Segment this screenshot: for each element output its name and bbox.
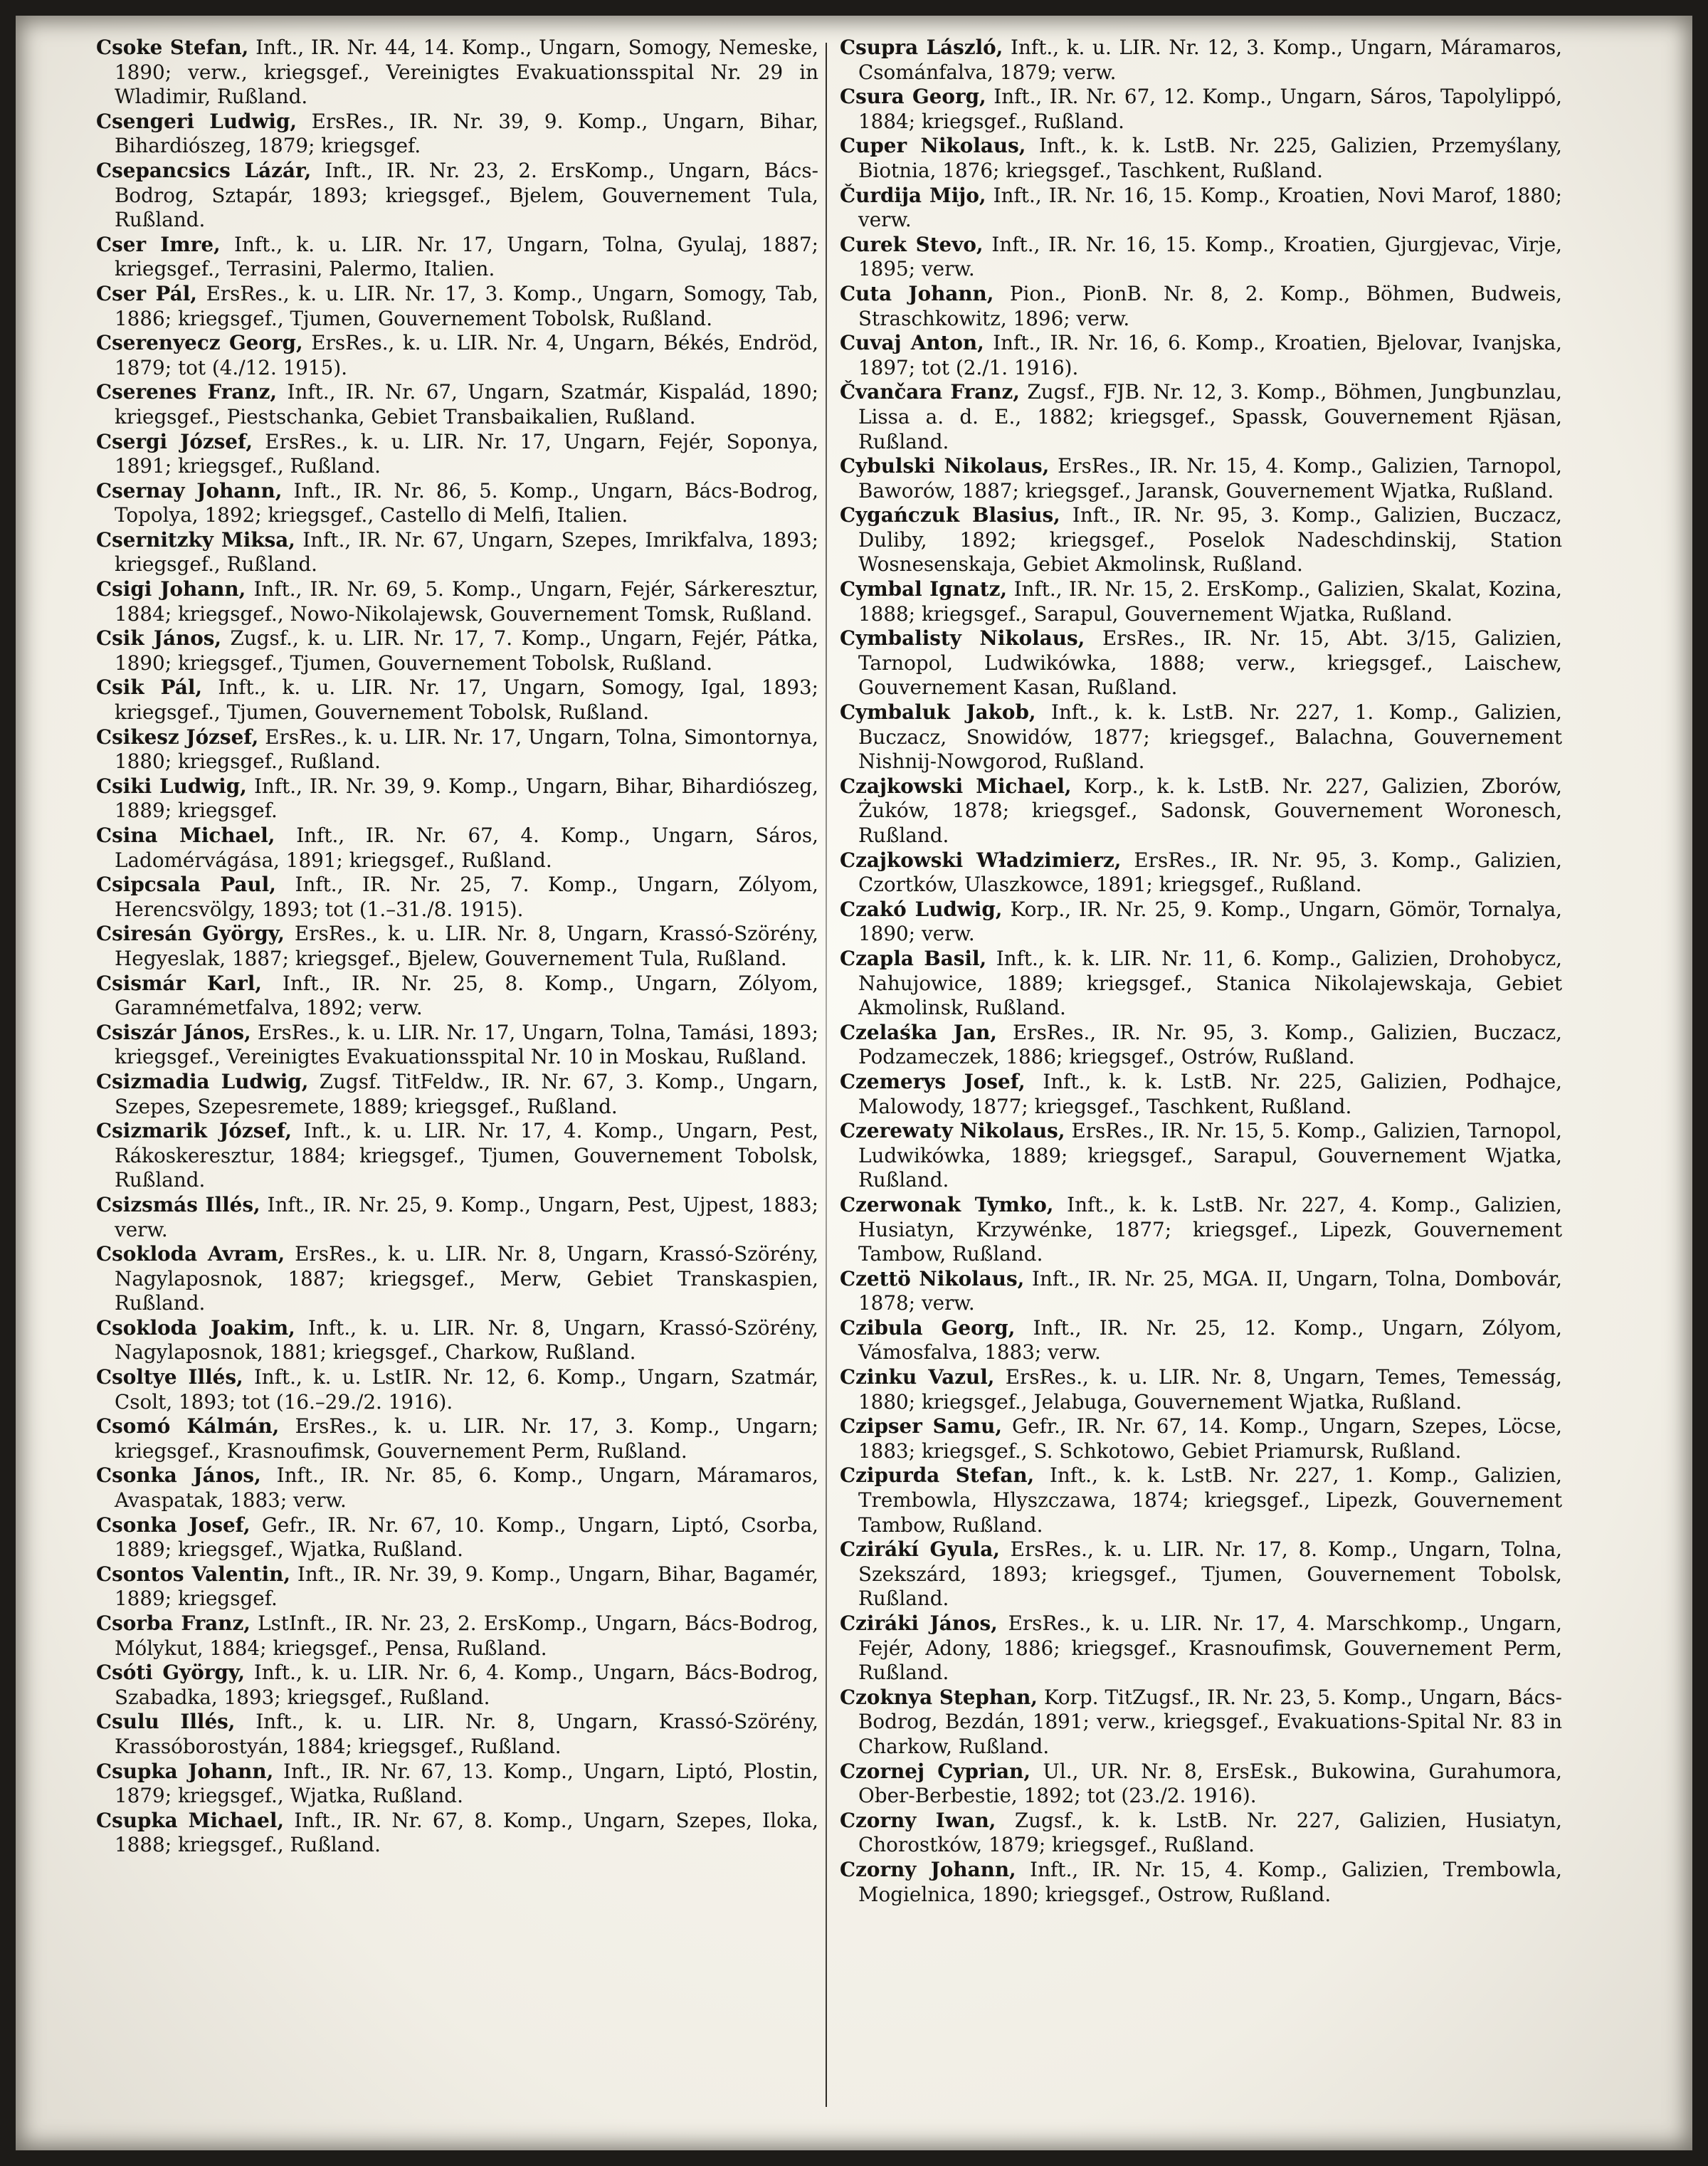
entry-name: Cser Pál, (96, 281, 197, 305)
register-entry (96, 675, 818, 725)
entry-details: Inft., k. u. LIR. Nr. 6, 4. Komp., Ungarn, Bács-Bodrog, Szabadka, 1893; kriegsgef., Rußland. (115, 1661, 818, 1709)
register-entry (96, 1661, 818, 1710)
entry-details: ErsRes., k. u. LIR. Nr. 17, 3. Komp., Ungarn; kriegsgef., Krasnoufimsk, Gouvernement Perm, Rußland. (115, 1414, 818, 1463)
register-entry (840, 380, 1562, 454)
register-entry (96, 1612, 818, 1661)
entry-name: Csepancsics Lázár, (96, 158, 312, 182)
register-entry (840, 454, 1562, 503)
entry-name: Czoknya Stephan, (840, 1685, 1038, 1709)
entry-details: Inft., k. k. LstB. Nr. 225, Galizien, Przemyślany, Biotnia, 1876; kriegsgef., Taschkent, Rußland. (858, 134, 1562, 182)
entry-details: Inft., IR. Nr. 15, 2. ErsKomp., Galizien, Skalat, Kozina, 1888; kriegsgef., Sarapul, Gouvernement Wjatka, Rußland. (858, 577, 1563, 626)
entry-name: Czapla Basil, (840, 946, 987, 970)
register-entry (96, 1760, 818, 1809)
right-column (840, 36, 1562, 1907)
register-entry (840, 1612, 1562, 1686)
entry-name: Csonka Josef, (96, 1513, 251, 1537)
entry-name: Csóti György, (96, 1661, 246, 1685)
register-entry (96, 1021, 818, 1070)
register-entry (840, 36, 1562, 85)
register-entry (96, 282, 818, 331)
register-entry (840, 1267, 1562, 1316)
entry-name: Cymbaluk Jakob, (840, 700, 1036, 725)
entry-name: Csergi József, (96, 429, 253, 453)
entry-name: Czinku Vazul, (840, 1365, 995, 1389)
entry-name: Csikesz József, (96, 725, 259, 749)
entry-name: Czajkowski Michael, (840, 774, 1072, 798)
entry-details: ErsRes., IR. Nr. 39, 9. Komp., Ungarn, Bihar, Bihardiószeg, 1879; kriegsgef. (115, 109, 818, 158)
entry-details: Pion., PionB. Nr. 8, 2. Komp., Böhmen, Budweis, Straschkowitz, 1896; verw. (858, 281, 1562, 330)
register-entry (840, 503, 1562, 577)
register-entry (840, 1316, 1562, 1365)
register-entry (840, 331, 1562, 380)
entry-details: Inft., k. u. LIR. Nr. 12, 3. Komp., Ungarn, Máramaros, Csománfalva, 1879; verw. (858, 36, 1562, 84)
register-entry (96, 110, 818, 159)
entry-details: Zugsf., FJB. Nr. 12, 3. Komp., Böhmen, Jungbunzlau, Lissa a. d. E., 1882; kriegsgef., Spassk, Gouvernement Rjäsan, Rußland. (858, 380, 1562, 453)
register-entry (96, 725, 818, 774)
register-entry (96, 824, 818, 873)
register-entry (96, 1710, 818, 1759)
register-entry (96, 922, 818, 971)
register-entry (96, 626, 818, 675)
entry-name: Csiszár János, (96, 1020, 251, 1044)
entry-details: Korp., IR. Nr. 25, 9. Komp., Ungarn, Gömör, Tornalya, 1890; verw. (858, 897, 1562, 946)
entry-name: Csoke Stefan, (96, 36, 249, 59)
register-entry (96, 774, 818, 824)
entry-name: Csismár Karl, (96, 971, 262, 995)
entry-name: Czornej Cyprian, (840, 1759, 1031, 1783)
entry-details: ErsRes., k. u. LIR. Nr. 17, Ungarn, Tolna, Tamási, 1893; kriegsgef., Vereinigtes Evakuationsspital Nr. 10 in Moskau, Rußland. (115, 1020, 818, 1069)
entry-details: Inft., IR. Nr. 69, 5. Komp., Ungarn, Fejér, Sárkeresztur, 1884; kriegsgef., Nowo-Nikolajewsk, Gouvernement Tomsk, Rußland. (115, 577, 818, 626)
entry-details: Inft., IR. Nr. 25, 8. Komp., Ungarn, Zólyom, Garamnémetfalva, 1892; verw. (115, 971, 819, 1020)
left-column (96, 36, 818, 1858)
entry-details: Inft., IR. Nr. 67, 8. Komp., Ungarn, Szepes, Iloka, 1888; kriegsgef., Rußland. (115, 1808, 819, 1857)
entry-details: Inft., IR. Nr. 25, MGA. II, Ungarn, Tolna, Dombovár, 1878; verw. (858, 1266, 1562, 1315)
entry-details: Inft., IR. Nr. 95, 3. Komp., Galizien, Buczacz, Duliby, 1892; kriegsgef., Poselok Nadeschdinskij, Station Wosnesenskaja, Gebiet Akmolinsk, Rußland. (858, 503, 1562, 577)
entry-name: Csura Georg, (840, 85, 986, 109)
entry-details: ErsRes., k. u. LIR. Nr. 17, Ungarn, Fejér, Soponya, 1891; kriegsgef., Rußland. (115, 429, 818, 478)
entry-details: Inft., IR. Nr. 67, 12. Komp., Ungarn, Sáros, Tapolylippó, 1884; kriegsgef., Rußland. (858, 85, 1562, 133)
entry-name: Czettö Nikolaus, (840, 1266, 1025, 1290)
entry-details: ErsRes., k. u. LIR. Nr. 17, 8. Komp., Ungarn, Tolna, Szekszárd, 1893; kriegsgef., Tjumen, Gouvernement Tobolsk, Rußland. (858, 1537, 1562, 1611)
entry-details: ErsRes., k. u. LIR. Nr. 17, Ungarn, Tolna, Simontornya, 1880; kriegsgef., Rußland. (115, 725, 818, 774)
entry-name: Csonka János, (96, 1463, 261, 1488)
entry-name: Csernitzky Miksa, (96, 527, 295, 552)
entry-name: Cserenyecz Georg, (96, 331, 303, 355)
register-entry (840, 1463, 1562, 1537)
entry-details: Inft., IR. Nr. 16, 15. Komp., Kroatien, Novi Marof, 1880; verw. (858, 183, 1562, 232)
entry-details: Inft., k. u. LIR. Nr. 17, Ungarn, Tolna, Gyulaj, 1887; kriegsgef., Terrasini, Palermo, Italien. (115, 232, 818, 281)
entry-name: Czemerys Josef, (840, 1069, 1026, 1093)
entry-name: Csorba Franz, (96, 1612, 251, 1635)
entry-details: Inft., IR. Nr. 39, 9. Komp., Ungarn, Bihar, Bagamér, 1889; kriegsgef. (115, 1562, 818, 1611)
entry-name: Csiresán György, (96, 922, 285, 946)
entry-details: ErsRes., k. u. LIR. Nr. 8, Ungarn, Krassó-Szörény, Nagylaposnok, 1887; kriegsgef., Merw, Gebiet Transkaspien, Rußland. (115, 1242, 818, 1315)
register-entry (840, 85, 1562, 134)
entry-name: Czirákí Gyula, (840, 1537, 1000, 1562)
entry-details: Inft., IR. Nr. 16, 6. Komp., Kroatien, Bjelovar, Ivanjska, 1897; tot (2./1. 1916). (858, 331, 1562, 379)
entry-details: Inft., IR. Nr. 85, 6. Komp., Ungarn, Máramaros, Avaspatak, 1883; verw. (115, 1463, 818, 1513)
register-entry (840, 1414, 1562, 1463)
register-entry (840, 1021, 1562, 1070)
entry-name: Csokloda Joakim, (96, 1315, 295, 1340)
entry-details: Inft., IR. Nr. 67, Ungarn, Szepes, Imrikfalva, 1893; kriegsgef., Rußland. (115, 527, 818, 577)
entry-name: Curek Stevo, (840, 232, 984, 256)
entry-details: LstInft., IR. Nr. 23, 2. ErsKomp., Ungarn, Bács-Bodrog, Mólykut, 1884; kriegsgef., Pensa, Rußland. (115, 1612, 818, 1660)
entry-name: Cuta Johann, (840, 281, 994, 305)
entry-details: Inft., k. k. LstB. Nr. 227, 1. Komp., Galizien, Buczacz, Snowidów, 1877; kriegsgef., Balachna, Gouvernement Nishnij-Nowgorod, Rußland. (858, 700, 1563, 774)
entry-details: Inft., k. k. LstB. Nr. 227, 4. Komp., Galizien, Husiatyn, Krzywénke, 1877; kriegsgef., Lipezk, Gouvernement Tambow, Rußland. (858, 1192, 1562, 1266)
entry-details: Inft., IR. Nr. 15, 4. Komp., Galizien, Trembowla, Mogielnica, 1890; kriegsgef., Ostrow, Rußland. (858, 1857, 1562, 1906)
register-entry (840, 1070, 1562, 1119)
entry-name: Csipcsala Paul, (96, 873, 276, 897)
entry-details: Inft., k. u. LIR. Nr. 17, Ungarn, Somogy, Igal, 1893; kriegsgef., Tjumen, Gouvernement Tobolsk, Rußland. (115, 675, 818, 725)
entry-name: Csizsmás Illés, (96, 1192, 260, 1216)
entry-name: Csupra László, (840, 36, 1003, 59)
register-entry (96, 1316, 818, 1365)
register-entry (96, 1809, 818, 1858)
entry-name: Csupka Johann, (96, 1759, 274, 1783)
entry-details: ErsRes., k. u. LIR. Nr. 8, Ungarn, Temes, Temesság, 1880; kriegsgef., Jelabuga, Gouvernement Wjatka, Rußland. (858, 1365, 1562, 1414)
register-entry (840, 1858, 1562, 1907)
register-entry (840, 848, 1562, 898)
entry-name: Csokloda Avram, (96, 1242, 285, 1266)
register-entry (840, 774, 1562, 848)
entry-name: Csoltye Illés, (96, 1365, 243, 1389)
entry-name: Csomó Kálmán, (96, 1414, 280, 1439)
entry-name: Cser Imre, (96, 232, 221, 256)
entry-details: ErsRes., IR. Nr. 15, 4. Komp., Galizien, Tarnopol, Baworów, 1887; kriegsgef., Jaransk, Gouvernement Wjatka, Rußland. (858, 454, 1562, 503)
register-entry (840, 1365, 1562, 1414)
entry-name: Czerwonak Tymko, (840, 1192, 1054, 1216)
register-entry (840, 1760, 1562, 1809)
entry-details: Ul., UR. Nr. 8, ErsEsk., Bukowina, Gurahumora, Ober-Berbestie, 1892; tot (23./2. 1916). (858, 1759, 1562, 1808)
entry-name: Czipser Samu, (840, 1414, 1003, 1439)
register-entry (96, 577, 818, 626)
entry-details: Zugsf., k. k. LstB. Nr. 227, Galizien, Husiatyn, Chorostków, 1879; kriegsgef., Rußland. (858, 1808, 1562, 1857)
register-entry (96, 430, 818, 479)
entry-name: Cygańczuk Blasius, (840, 503, 1060, 527)
register-entry (840, 947, 1562, 1021)
entry-name: Čvančara Franz, (840, 380, 1020, 404)
entry-name: Czipurda Stefan, (840, 1463, 1035, 1488)
register-entry (96, 1513, 818, 1562)
entry-details: Inft., IR. Nr. 44, 14. Komp., Ungarn, Somogy, Nemeske, 1890; verw., kriegsgef., Vereinigtes Evakuationsspital Nr. 29 in Wladimir, Rußland. (115, 36, 818, 109)
register-entry (840, 577, 1562, 626)
entry-details: ErsRes., k. u. LIR. Nr. 17, 4. Marschkomp., Ungarn, Fejér, Adony, 1886; kriegsgef., Krasnoufimsk, Gouvernement Perm, Rußland. (858, 1612, 1562, 1685)
entry-name: Csik Pál, (96, 675, 203, 700)
entry-details: ErsRes., k. u. LIR. Nr. 17, 3. Komp., Ungarn, Somogy, Tab, 1886; kriegsgef., Tjumen, Gouvernement Tobolsk, Rußland. (115, 281, 819, 330)
entry-name: Cymbalisty Nikolaus, (840, 626, 1085, 651)
entry-name: Cziráki János, (840, 1612, 998, 1635)
register-entry (840, 134, 1562, 183)
register-entry (96, 1365, 818, 1414)
entry-name: Csengeri Ludwig, (96, 109, 297, 133)
register-entry (96, 233, 818, 282)
entry-name: Czorny Iwan, (840, 1808, 996, 1832)
entry-details: Inft., IR. Nr. 86, 5. Komp., Ungarn, Bács-Bodrog, Topolya, 1892; kriegsgef., Castello di Melfi, Italien. (115, 478, 818, 527)
entry-name: Čurdija Mijo, (840, 183, 986, 207)
entry-details: Gefr., IR. Nr. 67, 10. Komp., Ungarn, Liptó, Csorba, 1889; kriegsgef., Wjatka, Rußland. (115, 1513, 818, 1562)
register-entry (840, 1119, 1562, 1193)
register-entry (840, 898, 1562, 947)
entry-name: Cuvaj Anton, (840, 331, 984, 355)
register-entry (96, 159, 818, 233)
entry-name: Czakó Ludwig, (840, 897, 1003, 921)
register-entry (840, 233, 1562, 282)
register-entry (96, 1463, 818, 1513)
register-entry (96, 1242, 818, 1316)
entry-details: Zugsf. TitFeldw., IR. Nr. 67, 3. Komp., Ungarn, Szepes, Szepesremete, 1889; kriegsgef., Rußland. (115, 1069, 818, 1118)
entry-details: Inft., IR. Nr. 25, 9. Komp., Ungarn, Pest, Ujpest, 1883; verw. (115, 1192, 819, 1241)
register-entry (840, 1686, 1562, 1760)
register-entry (96, 528, 818, 577)
entry-details: ErsRes., IR. Nr. 95, 3. Komp., Galizien, Czortków, Ulaszkowce, 1891; kriegsgef., Rußland. (858, 848, 1562, 897)
entry-details: Inft., k. k. LIR. Nr. 11, 6. Komp., Galizien, Drohobycz, Nahujowice, 1889; kriegsgef., Stanica Nikolajewskaja, Gebiet Akmolinsk, Rußland. (858, 946, 1562, 1020)
entry-details: ErsRes., k. u. LIR. Nr. 4, Ungarn, Békés, Endröd, 1879; tot (4./12. 1915). (115, 331, 818, 379)
entry-details: Inft., k. k. LstB. Nr. 225, Galizien, Podhajce, Malowody, 1877; kriegsgef., Taschkent, Rußland. (858, 1069, 1563, 1118)
entry-name: Csontos Valentin, (96, 1562, 291, 1586)
entry-details: Inft., k. u. LIR. Nr. 8, Ungarn, Krassó-Szörény, Nagylaposnok, 1881; kriegsgef., Charkow, Rußland. (115, 1315, 818, 1365)
entry-details: Korp. TitZugsf., IR. Nr. 23, 5. Komp., Ungarn, Bács-Bodrog, Bezdán, 1891; verw., kriegsgef., Evakuations-Spital Nr. 83 in Charkow, Rußland. (858, 1685, 1562, 1758)
entry-name: Cybulski Nikolaus, (840, 454, 1050, 478)
register-entry (840, 626, 1562, 700)
register-entry (840, 282, 1562, 331)
register-entry (96, 1119, 818, 1193)
entry-details: Inft., IR. Nr. 25, 7. Komp., Ungarn, Zólyom, Herencsvölgy, 1893; tot (1.–31./8. 1915). (115, 873, 818, 921)
entry-details: Inft., IR. Nr. 23, 2. ErsKomp., Ungarn, Bács-Bodrog, Sztapár, 1893; kriegsgef., Bjelem, Gouvernement Tula, Rußland. (115, 158, 818, 232)
entry-details: Inft., k. k. LstB. Nr. 227, 1. Komp., Galizien, Trembowla, Hlyszczawa, 1874; kriegsgef., Lipezk, Gouvernement Tambow, Rußland. (858, 1463, 1562, 1537)
entry-name: Csulu Illés, (96, 1710, 236, 1734)
entry-details: ErsRes., IR. Nr. 15, 5. Komp., Galizien, Tarnopol, Ludwikówka, 1889; kriegsgef., Sarapul, Gouvernement Wjatka, Rußland. (858, 1119, 1562, 1192)
entry-name: Csernay Johann, (96, 478, 283, 503)
entry-name: Csina Michael, (96, 824, 275, 847)
entry-details: Inft., k. u. LIR. Nr. 17, 4. Komp., Ungarn, Pest, Rákoskeresztur, 1884; kriegsgef., Tjumen, Gouvernement Tobolsk, Rußland. (115, 1119, 818, 1192)
entry-name: Czajkowski Władzimierz, (840, 848, 1122, 872)
entry-name: Csiki Ludwig, (96, 774, 247, 798)
entry-name: Czibula Georg, (840, 1315, 1016, 1340)
entry-name: Csik János, (96, 626, 222, 651)
entry-name: Csupka Michael, (96, 1808, 285, 1832)
entry-details: Gefr., IR. Nr. 67, 14. Komp., Ungarn, Szepes, Löcse, 1883; kriegsgef., S. Schkotowo, Gebiet Priamursk, Rußland. (858, 1414, 1562, 1463)
entry-details: Inft., IR. Nr. 67, Ungarn, Szatmár, Kispalád, 1890; kriegsgef., Piestschanka, Gebiet Transbaikalien, Rußland. (115, 380, 818, 429)
entry-name: Cuper Nikolaus, (840, 134, 1026, 158)
entry-details: Inft., IR. Nr. 67, 4. Komp., Ungarn, Sáros, Ladomérvágása, 1891; kriegsgef., Rußland. (115, 824, 818, 872)
register-entry (96, 479, 818, 528)
entry-details: Inft., k. u. LIR. Nr. 8, Ungarn, Krassó-Szörény, Krassóborostyán, 1884; kriegsgef., Rußland. (115, 1710, 818, 1758)
register-entry (96, 380, 818, 429)
entry-name: Csizmarik József, (96, 1119, 292, 1143)
entry-name: Czerewaty Nikolaus, (840, 1119, 1065, 1143)
entry-details: ErsRes., IR. Nr. 95, 3. Komp., Galizien, Buczacz, Podzameczek, 1886; kriegsgef., Ostrów, Rußland. (858, 1020, 1562, 1069)
register-entry (96, 1193, 818, 1242)
entry-details: Inft., IR. Nr. 16, 15. Komp., Kroatien, Gjurgjevac, Virje, 1895; verw. (858, 232, 1562, 281)
register-entry (96, 972, 818, 1021)
entry-name: Czorny Johann, (840, 1857, 1016, 1881)
register-entry (96, 1562, 818, 1612)
register-entry (96, 331, 818, 380)
entry-details: Inft., k. u. LstIR. Nr. 12, 6. Komp., Ungarn, Szatmár, Csolt, 1893; tot (16.–29./2. 1916). (115, 1365, 818, 1414)
entry-name: Csigi Johann, (96, 577, 246, 601)
entry-name: Cymbal Ignatz, (840, 577, 1008, 601)
register-entry (96, 1414, 818, 1463)
entry-details: ErsRes., k. u. LIR. Nr. 8, Ungarn, Krassó-Szörény, Hegyeslak, 1887; kriegsgef., Bjelew, Gouvernement Tula, Rußland. (115, 922, 819, 970)
register-entry (96, 873, 818, 922)
entry-name: Czelaśka Jan, (840, 1020, 997, 1044)
entry-name: Csizmadia Ludwig, (96, 1069, 309, 1093)
register-entry (840, 1193, 1562, 1267)
entry-details: ErsRes., IR. Nr. 15, Abt. 3/15, Galizien, Tarnopol, Ludwikówka, 1888; verw., kriegsgef., Laischew, Gouvernement Kasan, Rußland. (858, 626, 1562, 700)
entry-details: Zugsf., k. u. LIR. Nr. 17, 7. Komp., Ungarn, Fejér, Pátka, 1890; kriegsgef., Tjumen, Gouvernement Tobolsk, Rußland. (115, 626, 818, 675)
entry-details: Korp., k. k. LstB. Nr. 227, Galizien, Zborów, Żuków, 1878; kriegsgef., Sadonsk, Gouvernement Woronesch, Rußland. (858, 774, 1563, 847)
entry-details: Inft., IR. Nr. 25, 12. Komp., Ungarn, Zólyom, Vámosfalva, 1883; verw. (858, 1315, 1562, 1365)
column-divider (826, 43, 827, 2107)
register-entry (840, 700, 1562, 774)
register-entry (840, 1537, 1562, 1612)
register-entry (96, 36, 818, 110)
register-entry (96, 1070, 818, 1119)
register-entry (840, 1809, 1562, 1858)
entry-name: Cserenes Franz, (96, 380, 278, 404)
entry-details: Inft., IR. Nr. 67, 13. Komp., Ungarn, Liptó, Plostin, 1879; kriegsgef., Wjatka, Rußland. (115, 1759, 818, 1808)
entry-details: Inft., IR. Nr. 39, 9. Komp., Ungarn, Bihar, Bihardiószeg, 1889; kriegsgef. (115, 774, 818, 823)
register-entry (840, 184, 1562, 233)
